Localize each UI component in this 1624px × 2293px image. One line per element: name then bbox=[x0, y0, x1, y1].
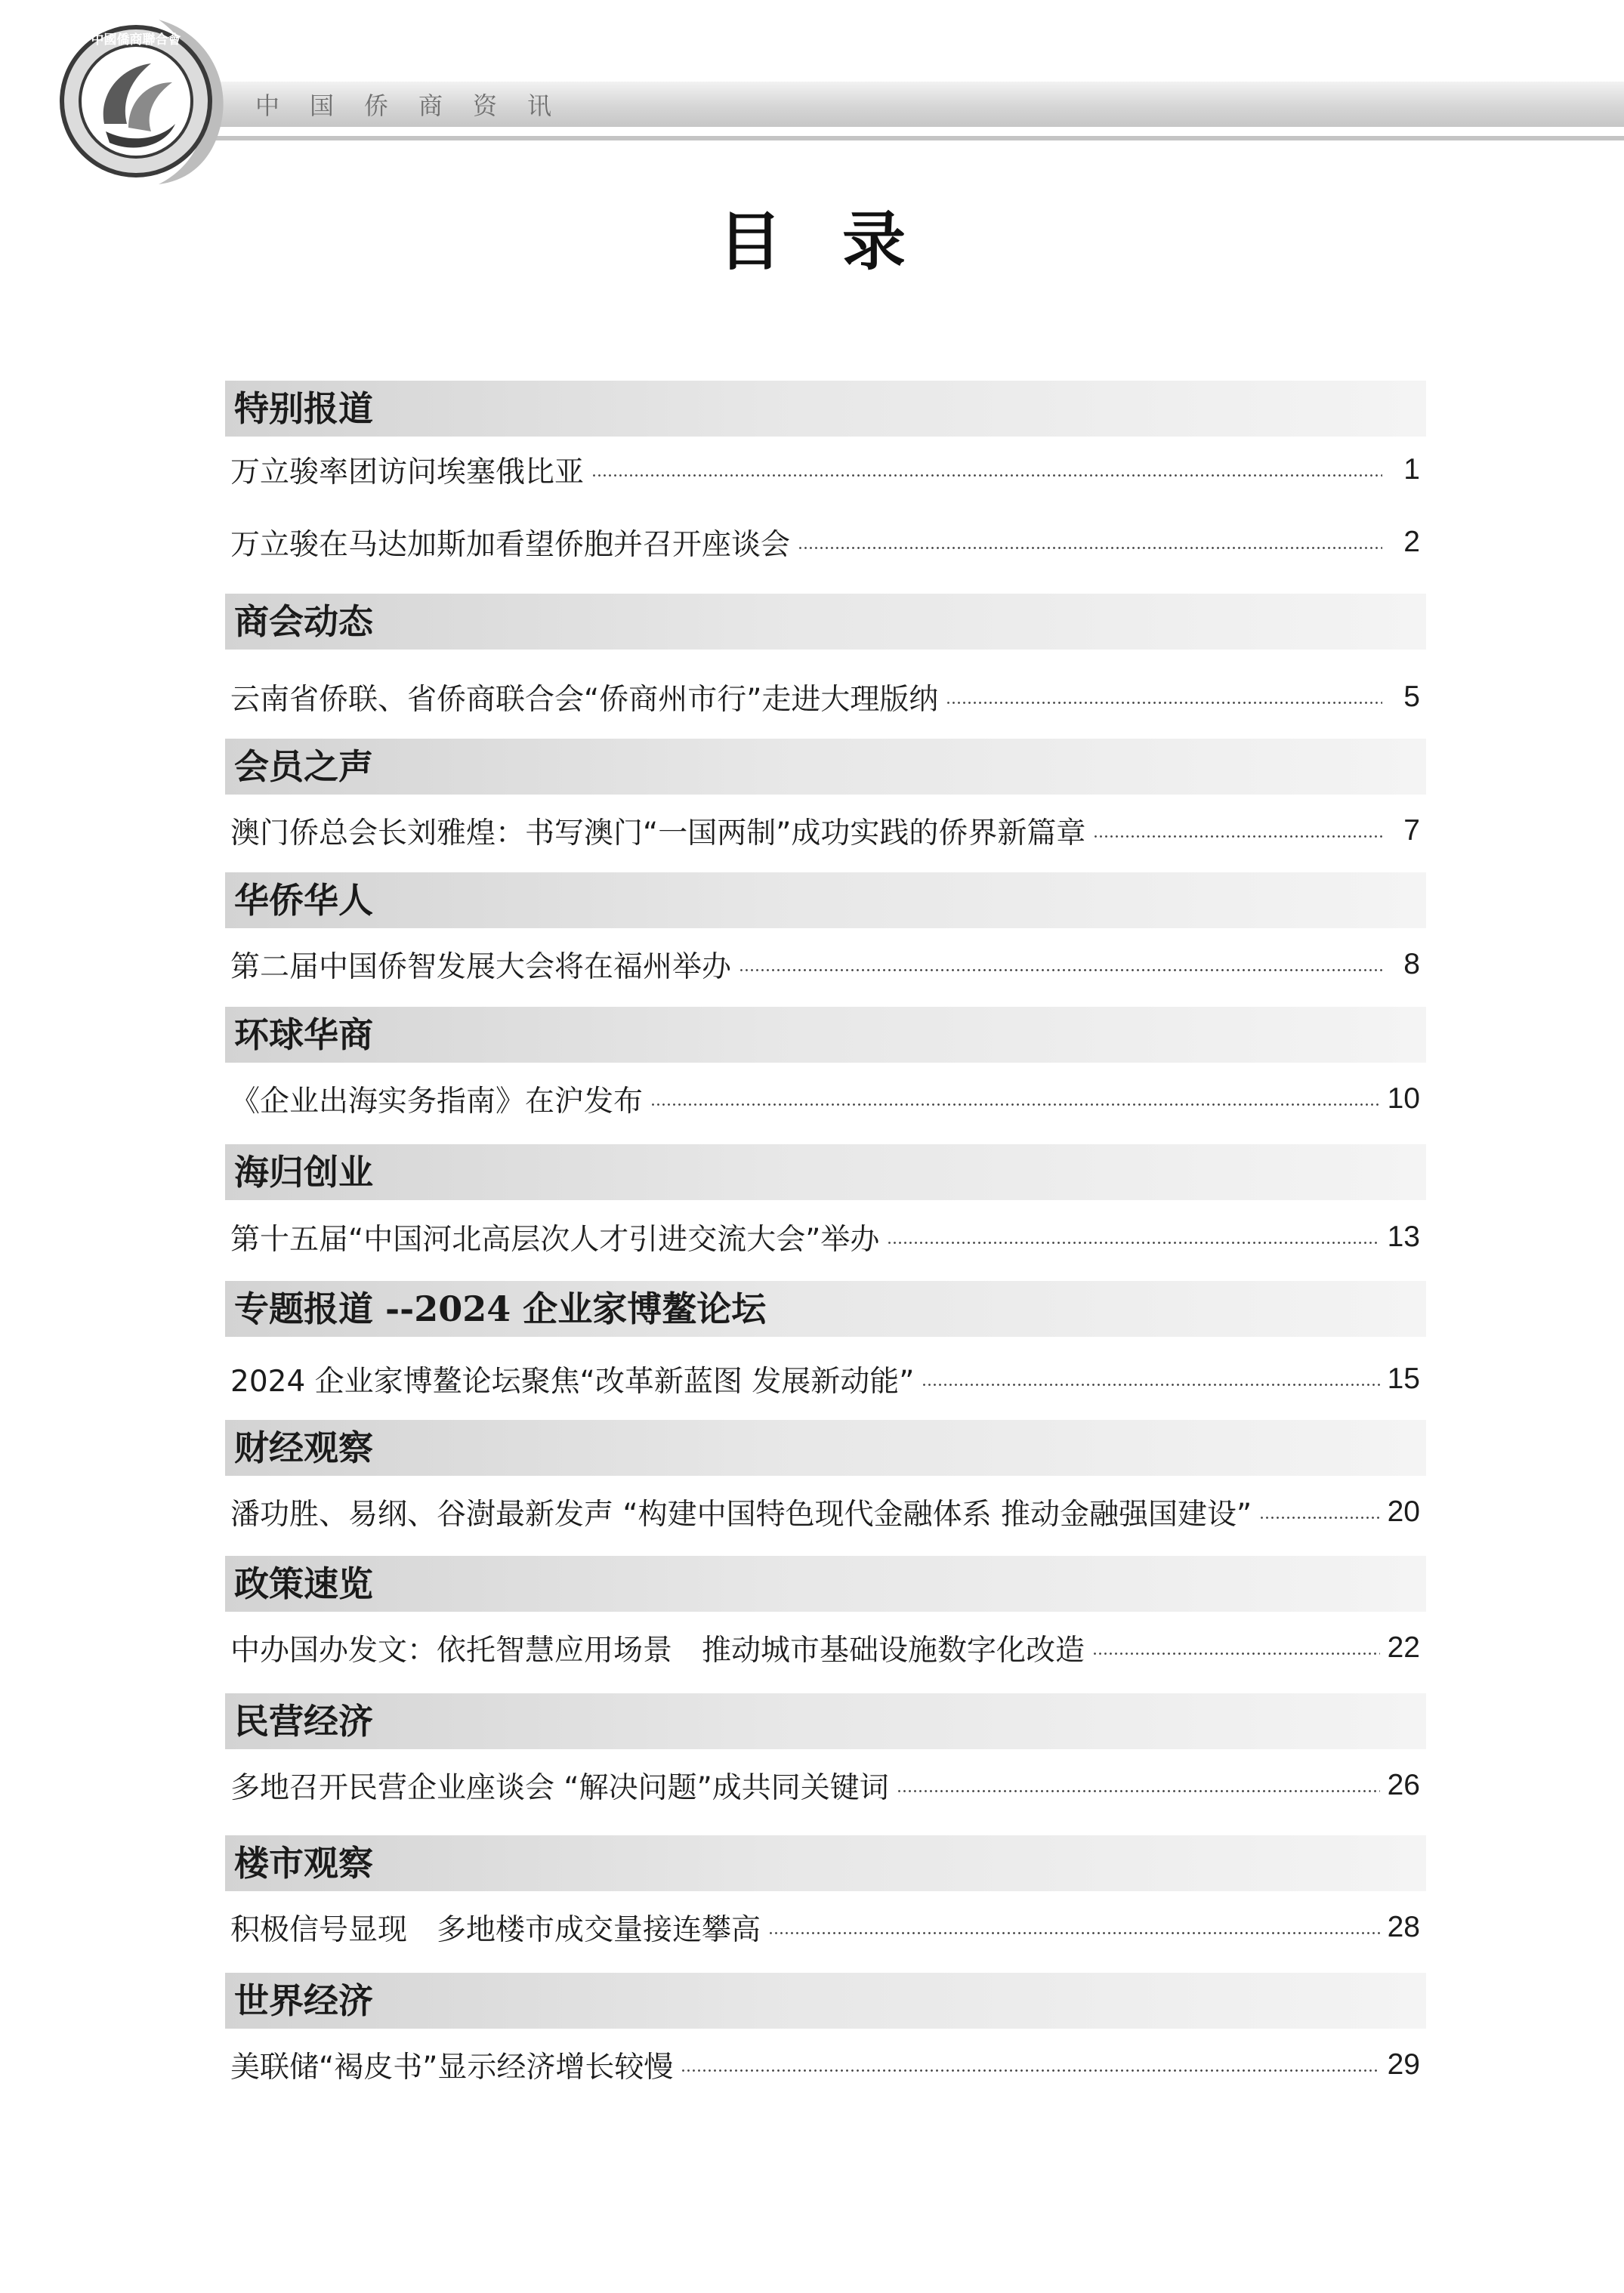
toc-page-number: 22 bbox=[1387, 1631, 1420, 1664]
section-title: 会员之声 bbox=[234, 746, 373, 787]
toc-page-number: 10 bbox=[1387, 1082, 1420, 1115]
toc-page-number: 26 bbox=[1387, 1769, 1420, 1801]
toc-page-number: 28 bbox=[1387, 1911, 1420, 1943]
toc-page-number: 2 bbox=[1403, 526, 1420, 558]
section-title: 世界经济 bbox=[234, 1980, 373, 2021]
toc-entry-title: 多地召开民营企业座谈会 “解决问题”成共同关键词 bbox=[230, 1771, 889, 1805]
toc-entry-title: 《企业出海实务指南》在沪发布 bbox=[230, 1085, 644, 1119]
section-title: 华侨华人 bbox=[234, 880, 373, 921]
dot-leader bbox=[922, 1384, 1379, 1386]
toc-page-number: 8 bbox=[1403, 948, 1420, 980]
section-header bbox=[225, 872, 1426, 928]
toc-entry[interactable] bbox=[230, 1625, 1420, 1671]
toc-entry[interactable] bbox=[230, 2042, 1420, 2088]
section-header bbox=[225, 1693, 1426, 1749]
toc-entry-title: 美联储“褐皮书”显示经济增长较慢 bbox=[230, 2051, 674, 2085]
section-title: 财经观察 bbox=[234, 1427, 373, 1468]
dot-leader bbox=[798, 547, 1382, 549]
section-title: 海归创业 bbox=[234, 1152, 373, 1193]
section-header bbox=[225, 1556, 1426, 1612]
toc-entry[interactable] bbox=[230, 1076, 1420, 1122]
toc-entry[interactable] bbox=[230, 1763, 1420, 1808]
dot-leader bbox=[1093, 835, 1382, 838]
dot-leader bbox=[681, 2069, 1379, 2072]
toc-entry-title: 中办国办发文：依托智慧应用场景 推动城市基础设施数字化改造 bbox=[230, 1634, 1085, 1668]
toc-entry[interactable] bbox=[230, 674, 1420, 720]
toc-entry[interactable] bbox=[230, 1489, 1420, 1535]
section-header bbox=[225, 739, 1426, 795]
section-title: 特别报道 bbox=[234, 388, 373, 429]
section-title: 商会动态 bbox=[234, 601, 373, 642]
toc-page-number: 29 bbox=[1387, 2048, 1420, 2081]
section-title: 环球华商 bbox=[234, 1014, 373, 1055]
section-title: 专题报道 --2024 企业家博鳌论坛 bbox=[234, 1288, 767, 1329]
toc-entry-title: 潘功胜、易纲、谷澍最新发声 “构建中国特色现代金融体系 推动金融强国建设” bbox=[230, 1498, 1252, 1532]
toc-page-number: 1 bbox=[1403, 453, 1420, 486]
toc-entry[interactable] bbox=[230, 942, 1420, 987]
section-header bbox=[225, 1835, 1426, 1891]
dot-leader bbox=[887, 1242, 1379, 1244]
section-title: 民营经济 bbox=[234, 1701, 373, 1742]
toc-page-number: 5 bbox=[1403, 680, 1420, 713]
toc-entry-title: 澳门侨总会长刘雅煌：书写澳门“一国两制”成功实践的侨界新篇章 bbox=[230, 816, 1086, 850]
header-rule bbox=[189, 136, 1624, 140]
chamber-logo bbox=[45, 11, 234, 184]
section-header bbox=[225, 1973, 1426, 2029]
section-header bbox=[225, 594, 1426, 650]
logo-text: 中國僑商聯合會 bbox=[91, 32, 181, 48]
toc-entry-title: 万立骏率团访问埃塞俄比亚 bbox=[230, 455, 585, 489]
toc-entry[interactable] bbox=[230, 1905, 1420, 1950]
toc-entry[interactable] bbox=[230, 808, 1420, 853]
section-header bbox=[225, 381, 1426, 437]
toc-entry[interactable] bbox=[230, 1356, 1420, 1402]
toc-entry-title: 第二届中国侨智发展大会将在福州举办 bbox=[230, 950, 732, 984]
toc-entry-title: 云南省侨联、省侨商联合会“侨商州市行”走进大理版纳 bbox=[230, 683, 939, 717]
dot-leader bbox=[591, 474, 1382, 477]
dot-leader bbox=[946, 702, 1382, 704]
toc-entry-title: 2024 企业家博鳌论坛聚焦“改革新蓝图 发展新动能” bbox=[230, 1365, 915, 1399]
toc-entry[interactable] bbox=[230, 447, 1420, 492]
toc-page-number: 20 bbox=[1387, 1495, 1420, 1528]
dot-leader bbox=[768, 1932, 1380, 1934]
dot-leader bbox=[739, 969, 1382, 971]
toc-page-number: 7 bbox=[1403, 814, 1420, 847]
dot-leader bbox=[1259, 1517, 1379, 1519]
section-header bbox=[225, 1007, 1426, 1063]
toc-page-number: 13 bbox=[1387, 1221, 1420, 1253]
publication-name: 中国侨商资讯 bbox=[255, 91, 582, 120]
section-title: 政策速览 bbox=[234, 1563, 373, 1604]
section-header bbox=[225, 1144, 1426, 1200]
toc-entry-title: 万立骏在马达加斯加看望侨胞并召开座谈会 bbox=[230, 528, 791, 562]
section-header bbox=[225, 1281, 1426, 1337]
dot-leader bbox=[1092, 1653, 1380, 1655]
toc-entry-title: 第十五届“中国河北高层次人才引进交流大会”举办 bbox=[230, 1223, 880, 1257]
dot-leader bbox=[897, 1790, 1380, 1792]
toc-entry[interactable] bbox=[230, 520, 1420, 565]
toc-page-number: 15 bbox=[1387, 1363, 1420, 1395]
section-header bbox=[225, 1420, 1426, 1476]
dot-leader bbox=[650, 1103, 1380, 1106]
toc-entry[interactable] bbox=[230, 1214, 1420, 1260]
section-title: 楼市观察 bbox=[234, 1843, 373, 1884]
toc-entry-title: 积极信号显现 多地楼市成交量接连攀高 bbox=[230, 1913, 761, 1947]
page-title: 目录 bbox=[718, 205, 966, 279]
